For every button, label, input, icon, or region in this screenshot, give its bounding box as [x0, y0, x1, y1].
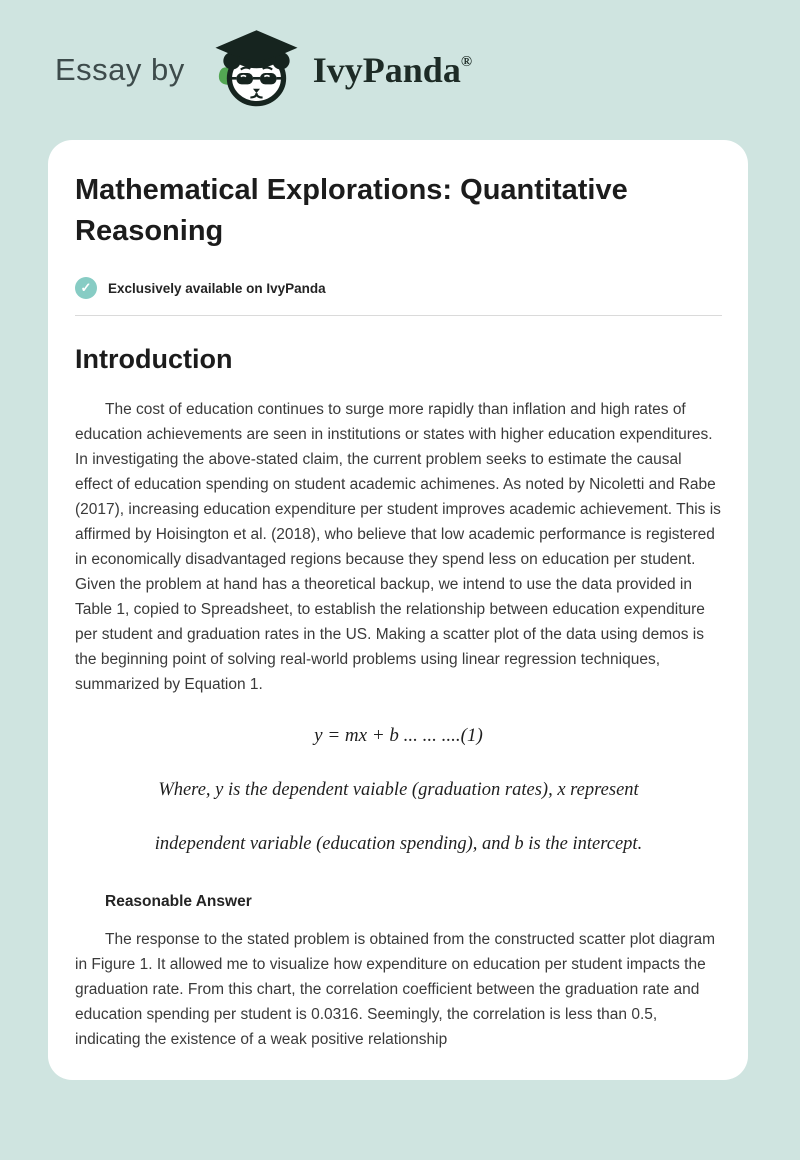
equation-note-line-1: Where, y is the dependent vaiable (graduation rates), x represent: [158, 780, 639, 800]
brand-text: IvyPanda: [312, 50, 461, 90]
divider: [75, 315, 722, 316]
equation-note-line-2: independent variable (education spending), and b is the intercept.: [154, 834, 643, 854]
exclusive-badge-label: Exclusively available on IvyPanda: [108, 280, 326, 296]
essay-title: Mathematical Explorations: Quantitative Reasoning: [75, 174, 628, 247]
check-icon: ✓: [75, 277, 97, 299]
brand-name: [313, 49, 472, 91]
panda-graduate-icon: [205, 28, 301, 112]
equation-block: [75, 725, 722, 855]
ivypanda-logo-icon: [205, 28, 301, 112]
equation-1: y = mx + b ... ... ....(1): [314, 725, 483, 746]
essay-card: [48, 140, 748, 1080]
answer-paragraph: The response to the stated problem is obtained from the constructed scatter plot diagram in Figure 1. It allowed me to visualize how expenditure on education per student impacts the graduation rate. From this chart, the correlation coefficient between the graduation rate and education spending per student is 0.0316. Seemingly, the correlation is less than 0.5, indicating the existence of a weak positive relationship: [75, 931, 715, 1048]
exclusive-badge: [75, 277, 722, 299]
page-header: [0, 0, 800, 140]
introduction-paragraph: The cost of education continues to surge more rapidly than inflation and high rates of education achievements are seen in institutions or states with higher education expenditures. In investigating the above-stated claim, the current problem seeks to estimate the causal effect of education spending on student academic achimenes. As noted by Nicoletti and Rabe (2017), increasing education expenditure per student improves academic achievement. This is affirmed by Hoisington et al. (2018), who believe that low academic performance is registered in economically disadvantaged regions because they spend less on education per student. Given the problem at hand has a theoretical backup, we intend to use the data provided in Table 1, copied to Spreadsheet, to establish the relationship between education expenditure per student and graduation rates in the US. Making a scatter plot of the data using demos is the beginning point of solving real-world problems using linear regression techniques, summarized by Equation 1.: [75, 401, 721, 693]
essay-by-label: Essay by: [55, 52, 185, 87]
introduction-heading: Introduction: [75, 344, 233, 374]
reasonable-answer-heading: Reasonable Answer: [105, 893, 252, 910]
trademark-symbol: ®: [460, 54, 473, 70]
